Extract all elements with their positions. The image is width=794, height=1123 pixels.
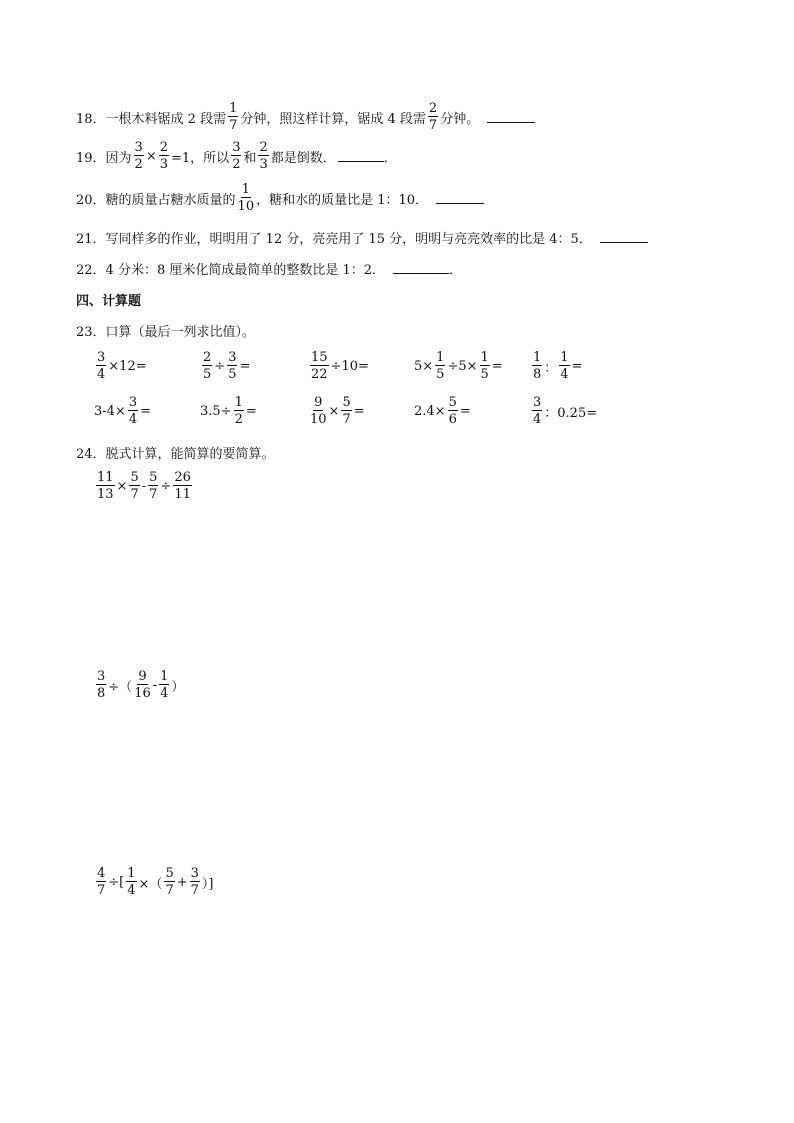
answer-blank[interactable] <box>393 263 449 274</box>
fraction: $\frac{2}{3}$ <box>159 140 169 172</box>
oral-item: $\frac{9}{10}$ × $\frac{5}{7}$ = <box>310 395 365 427</box>
fraction: $\frac{2}{7}$ <box>428 101 438 133</box>
oral-item: $\frac{3}{4}$ ：0.25= <box>533 395 598 427</box>
fraction: $\frac{1}{10}$ <box>237 182 255 214</box>
fraction: $\frac{2}{3}$ <box>259 140 268 172</box>
question-24-title: 24．脱式计算，能简算的要简算。 <box>76 447 275 462</box>
expression-1: $\frac{11}{13}$ × $\frac{5}{7}$ - $\frac{5}{7}$ ÷ $\frac{26}{11}$ <box>97 470 191 502</box>
fraction: $\frac{3}{2}$ <box>134 140 143 172</box>
oral-item: 3.5÷ $\frac{1}{2}$ = <box>200 395 257 427</box>
answer-blank[interactable] <box>487 112 535 123</box>
question-22: 22．4 分米：8 厘米化简成最简单的整数比是 1：2． ． <box>76 263 463 278</box>
answer-blank[interactable] <box>338 151 384 162</box>
oral-item: 3-4× $\frac{3}{4}$ = <box>94 395 152 427</box>
question-19: 19．因为 $\frac{3}{2}$ × $\frac{2}{3}$ =1，所以 $\frac{3}{2}$ 和 $\frac{2}{3}$ 都是倒数． ． <box>76 140 397 172</box>
oral-item: $\frac{15}{22}$ ÷10= <box>311 350 369 382</box>
section-heading: 四、计算题 <box>76 294 142 309</box>
oral-item: 2.4× $\frac{5}{6}$ = <box>414 395 471 427</box>
question-23-title: 23．口算（最后一列求比值）。 <box>76 325 256 340</box>
oral-item: $\frac{3}{4}$ ×12= <box>97 350 147 382</box>
question-20: 20．糖的质量占糖水质量的 $\frac{1}{10}$ ，糖和水的质量比是 1：10． <box>76 183 484 213</box>
oral-item: 5× $\frac{1}{5}$ ÷5× $\frac{1}{5}$ = <box>414 350 503 382</box>
question-21: 21．写同样多的作业，明明用了 12 分，亮亮用了 15 分，明明与亮亮效率的比是 4：5． <box>76 228 648 247</box>
expression-2: $\frac{3}{8}$ ÷（ $\frac{9}{16}$ - $\frac{1}{4}$ ） <box>97 669 185 701</box>
fraction: $\frac{3}{2}$ <box>232 140 241 172</box>
oral-item: $\frac{1}{8}$ ： $\frac{1}{4}$ = <box>533 350 583 382</box>
expression-3: $\frac{4}{7}$ ÷[ $\frac{1}{4}$ ×（ $\frac{5}{7}$ + $\frac{3}{7}$ ）] <box>97 866 214 898</box>
question-18: 18．一根木料锯成 2 段需 $\frac{1}{7}$ 分钟，照这样计算，锯成 4 段需 $\frac{2}{7}$ 分钟。 <box>76 102 535 132</box>
answer-blank[interactable] <box>436 193 484 204</box>
oral-item: $\frac{2}{5}$ ÷ $\frac{3}{5}$ = <box>203 350 251 382</box>
answer-blank[interactable] <box>600 232 648 243</box>
fraction: $\frac{1}{7}$ <box>229 101 238 133</box>
